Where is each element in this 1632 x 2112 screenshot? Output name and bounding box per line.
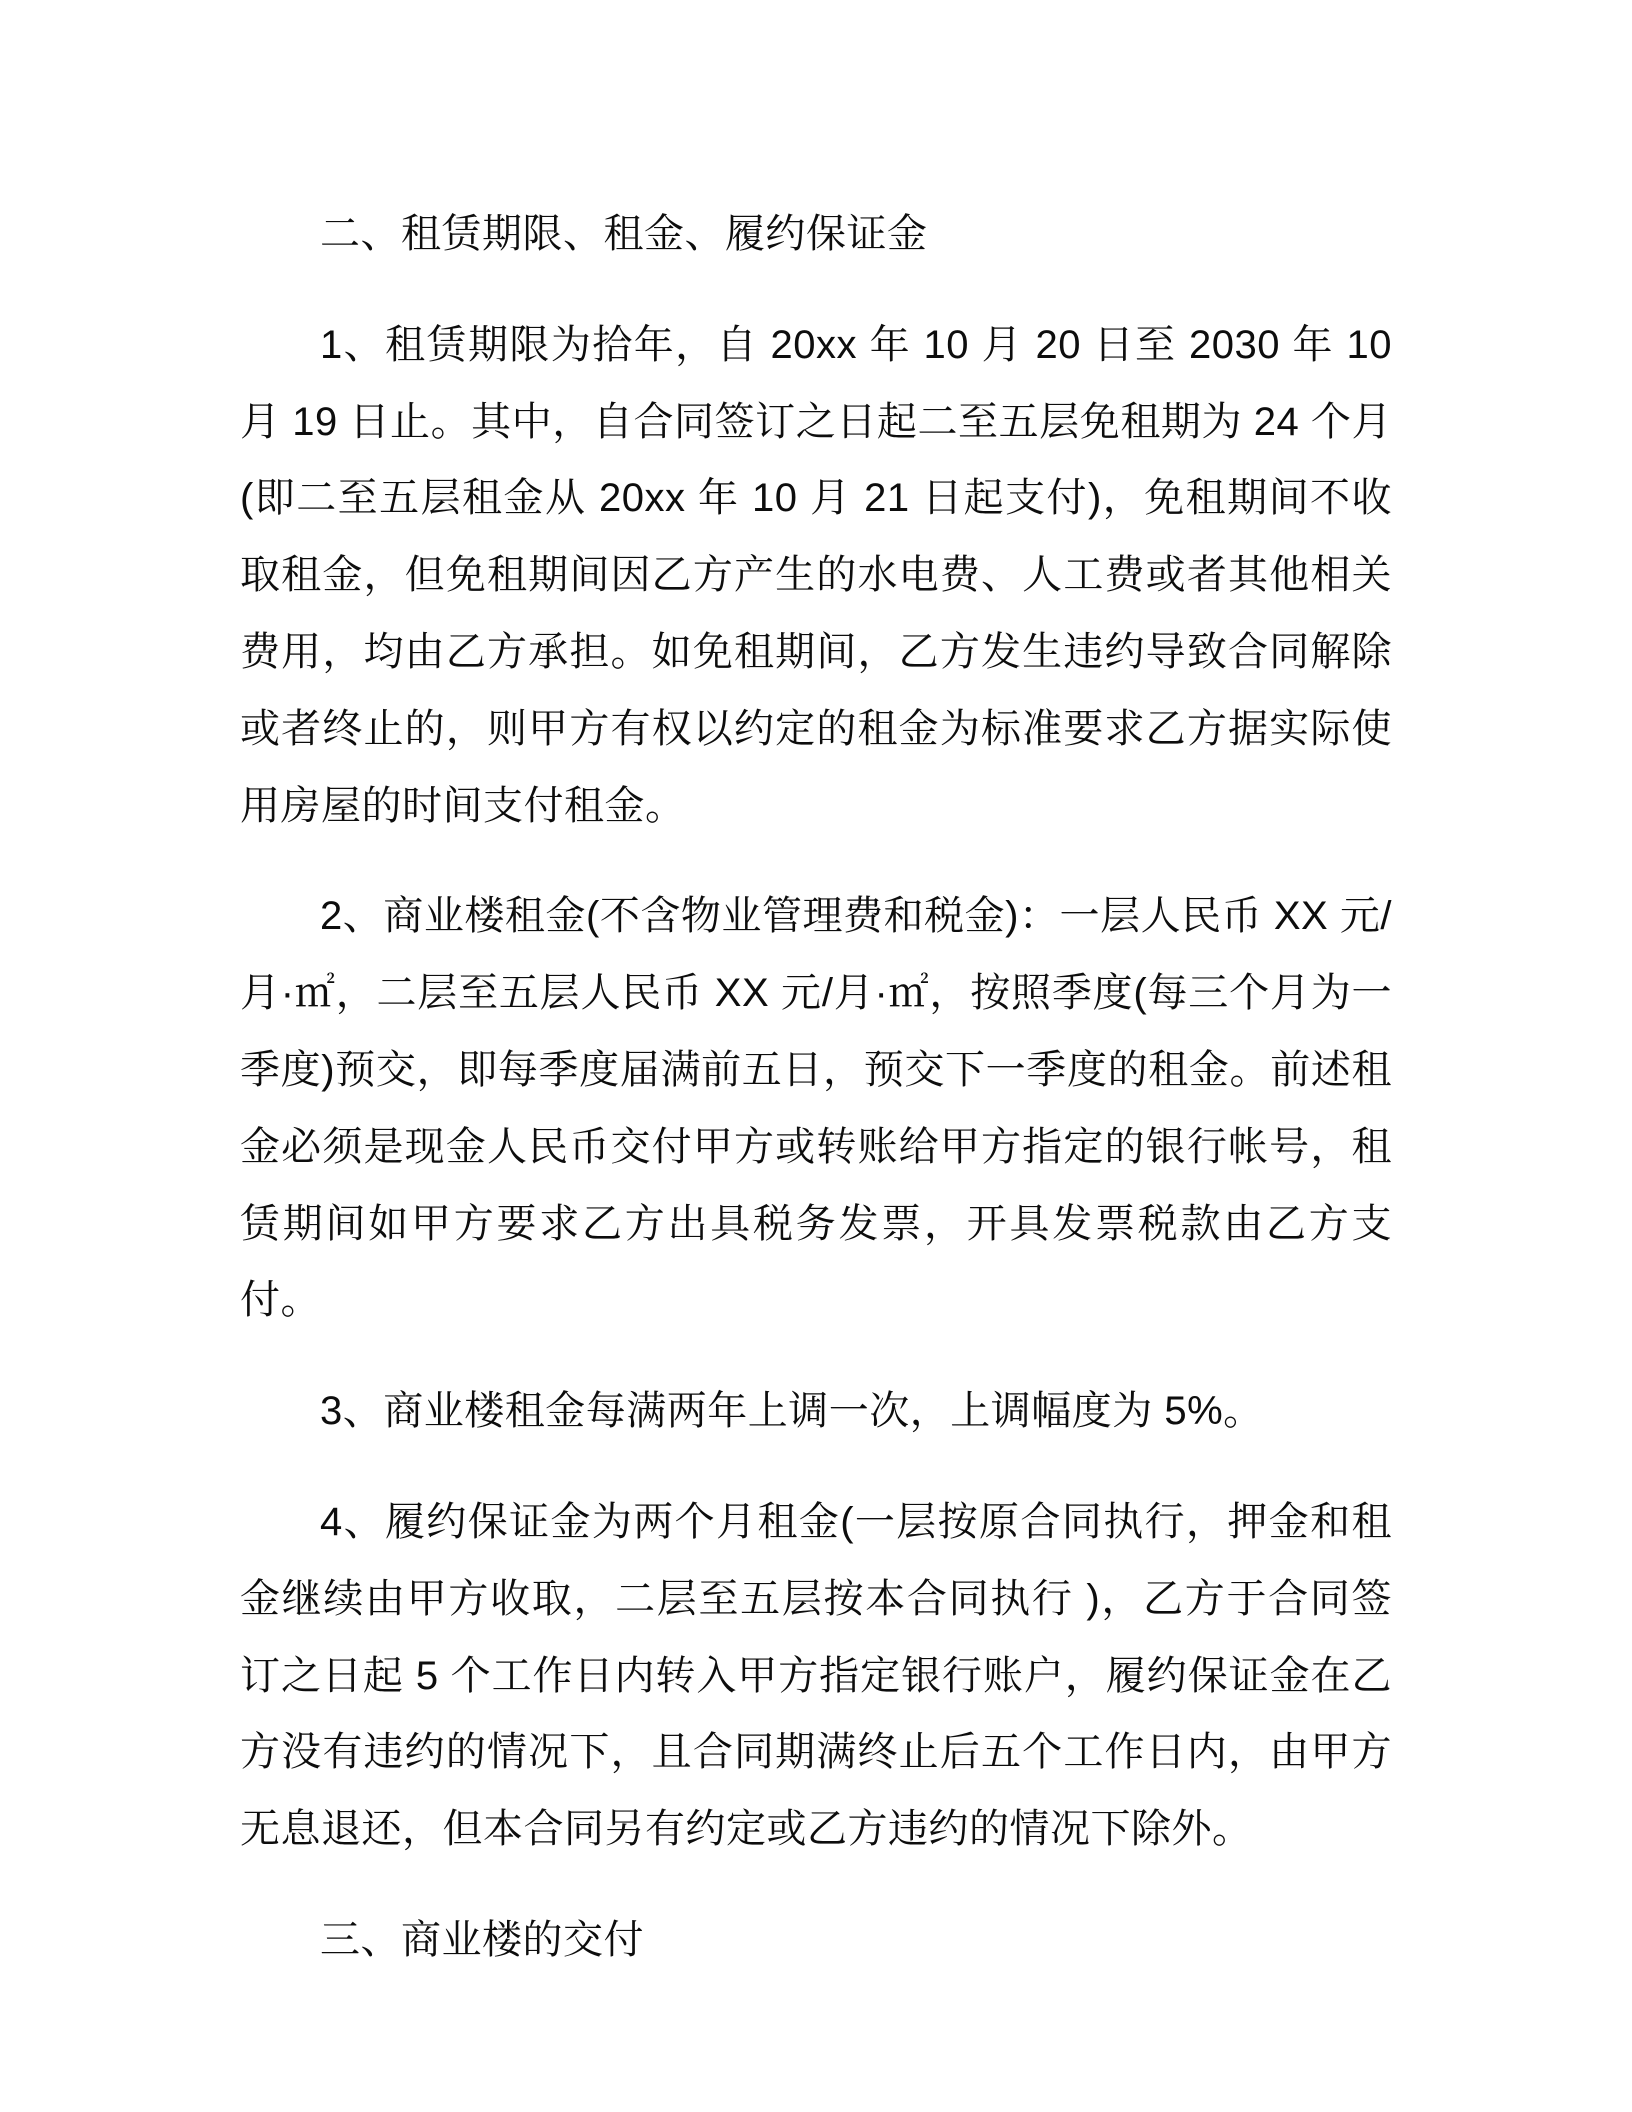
- contract-paragraph-3-rent-increase: 3、商业楼租金每满两年上调一次，上调幅度为 5%。: [320, 1389, 1264, 1434]
- section-heading-building-delivery: 三、商业楼的交付: [320, 1917, 644, 1962]
- contract-paragraph-1-lease-duration: 1、租赁期限为拾年，自 20xx 年 10 月 20 日至 2030 年 10 月 19 日止。其中，自合同签订之日起二至五层免租期为 24 个月(即二至五层租金从 20xx 年 10 月 21 日起支付)，免租期间不收取租金，但免租期间因乙方产生的水电费、人工费或者其他相关费用，均由乙方承担。如免租期间，乙方发生违约导致合同解除或者终止的，则甲方有权以约定的租金为标准要求乙方据实际使用房屋的时间支付租金。: [240, 322, 1392, 828]
- contract-paragraph-2-rent-amount: 2、商业楼租金(不含物业管理费和税金)：一层人民币 XX 元/月·㎡，二层至五层人民币 XX 元/月·㎡，按照季度(每三个月为一季度)预交，即每季度届满前五日，预交下一季度的租金。前述租金必须是现金人民币交付甲方或转账给甲方指定的银行帐号，租赁期间如甲方要求乙方出具税务发票，开具发票税款由乙方支付。: [240, 894, 1392, 1323]
- section-heading-lease-terms: 二、租赁期限、租金、履约保证金: [320, 212, 928, 256]
- contract-paragraph-4-deposit: 4、履约保证金为两个月租金(一层按原合同执行，押金和租金继续由甲方收取，二层至五层按本合同执行 )，乙方于合同签订之日起 5 个工作日内转入甲方指定银行账户，履约保证金在乙方没有违约的情况下，且合同期满终止后五个工作日内，由甲方无息退还，但本合同另有约定或乙方违约的情况下除外。: [240, 1499, 1392, 1852]
